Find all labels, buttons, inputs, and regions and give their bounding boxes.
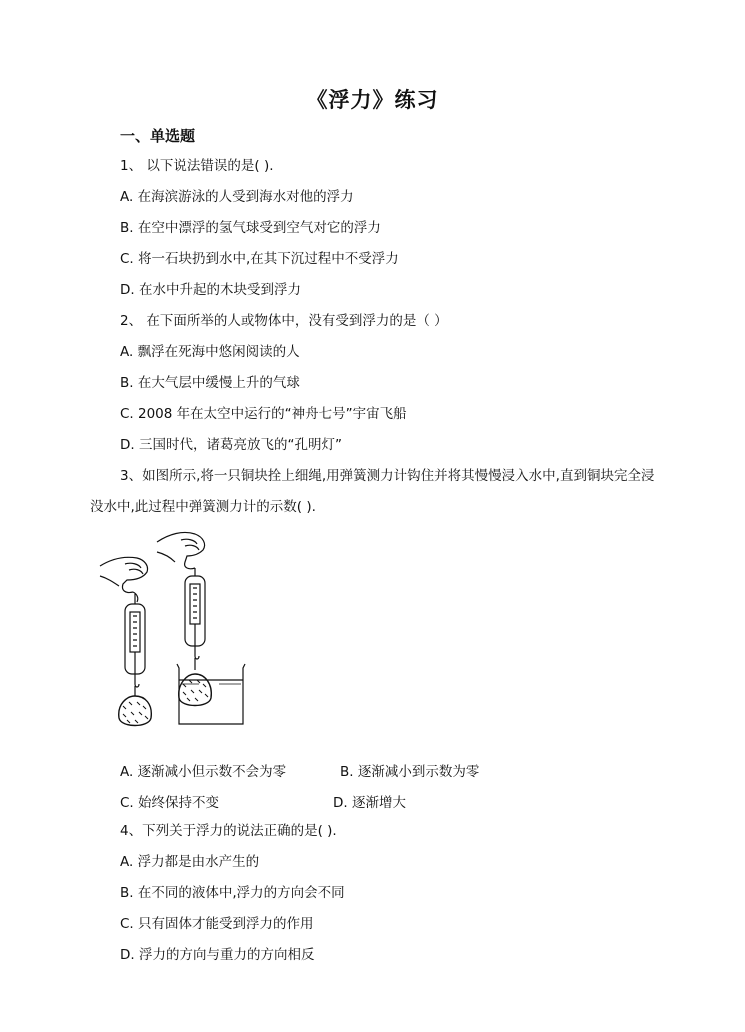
left-hand-drawing: [100, 557, 148, 602]
section-heading: 一、单选题: [120, 127, 196, 145]
question-2-option-c: C. 2008 年在太空中运行的“神舟七号”宇宙飞船: [120, 406, 407, 422]
question-3-option-a: A. 逐渐减小但示数不会为零: [120, 764, 287, 780]
question-4-option-a: A. 浮力都是由水产生的: [120, 854, 260, 870]
question-4-option-c: C. 只有固体才能受到浮力的作用: [120, 916, 314, 932]
question-3-option-b: B. 逐渐减小到示数为零: [340, 764, 480, 780]
page-title: 《浮力》练习: [306, 87, 439, 112]
question-3-stem: 3、如图所示,将一只铜块拴上细绳,用弹簧测力计钩住并将其慢慢浸入水中,直到铜块完全浸没水中,此过程中弹簧测力计的示数( ).: [90, 468, 655, 515]
question-2-option-b: B. 在大气层中缓慢上升的气球: [120, 375, 300, 391]
spring-scale-figure: [95, 528, 275, 738]
question-1-option-a: A. 在海滨游泳的人受到海水对他的浮力: [120, 189, 354, 205]
question-4-option-d: D. 浮力的方向与重力的方向相反: [120, 947, 315, 963]
question-1-option-d: D. 在水中升起的木块受到浮力: [120, 282, 301, 298]
question-1-option-c: C. 将一石块扔到水中,在其下沉过程中不受浮力: [120, 251, 399, 267]
left-copper-block: [119, 696, 152, 726]
question-3-option-c: C. 始终保持不变: [120, 795, 220, 811]
right-hand-drawing: [157, 532, 205, 568]
question-2-option-d: D. 三国时代，诸葛亮放飞的“孔明灯”: [120, 437, 342, 453]
left-spring-scale: [125, 594, 145, 696]
right-copper-block: [179, 674, 212, 706]
question-4-option-b: B. 在不同的液体中,浮力的方向会不同: [120, 885, 345, 901]
right-spring-scale: [185, 568, 205, 670]
question-3-option-d: D. 逐渐增大: [333, 795, 406, 811]
question-2-stem: 2、 在下面所举的人或物体中，没有受到浮力的是（ ）: [120, 313, 448, 329]
question-1-option-b: B. 在空中漂浮的氢气球受到空气对它的浮力: [120, 220, 381, 236]
question-2-option-a: A. 飘浮在死海中悠闲阅读的人: [120, 344, 300, 360]
question-4-stem: 4、下列关于浮力的说法正确的是( ).: [120, 823, 337, 839]
question-1-stem: 1、 以下说法错误的是( ).: [120, 158, 274, 174]
